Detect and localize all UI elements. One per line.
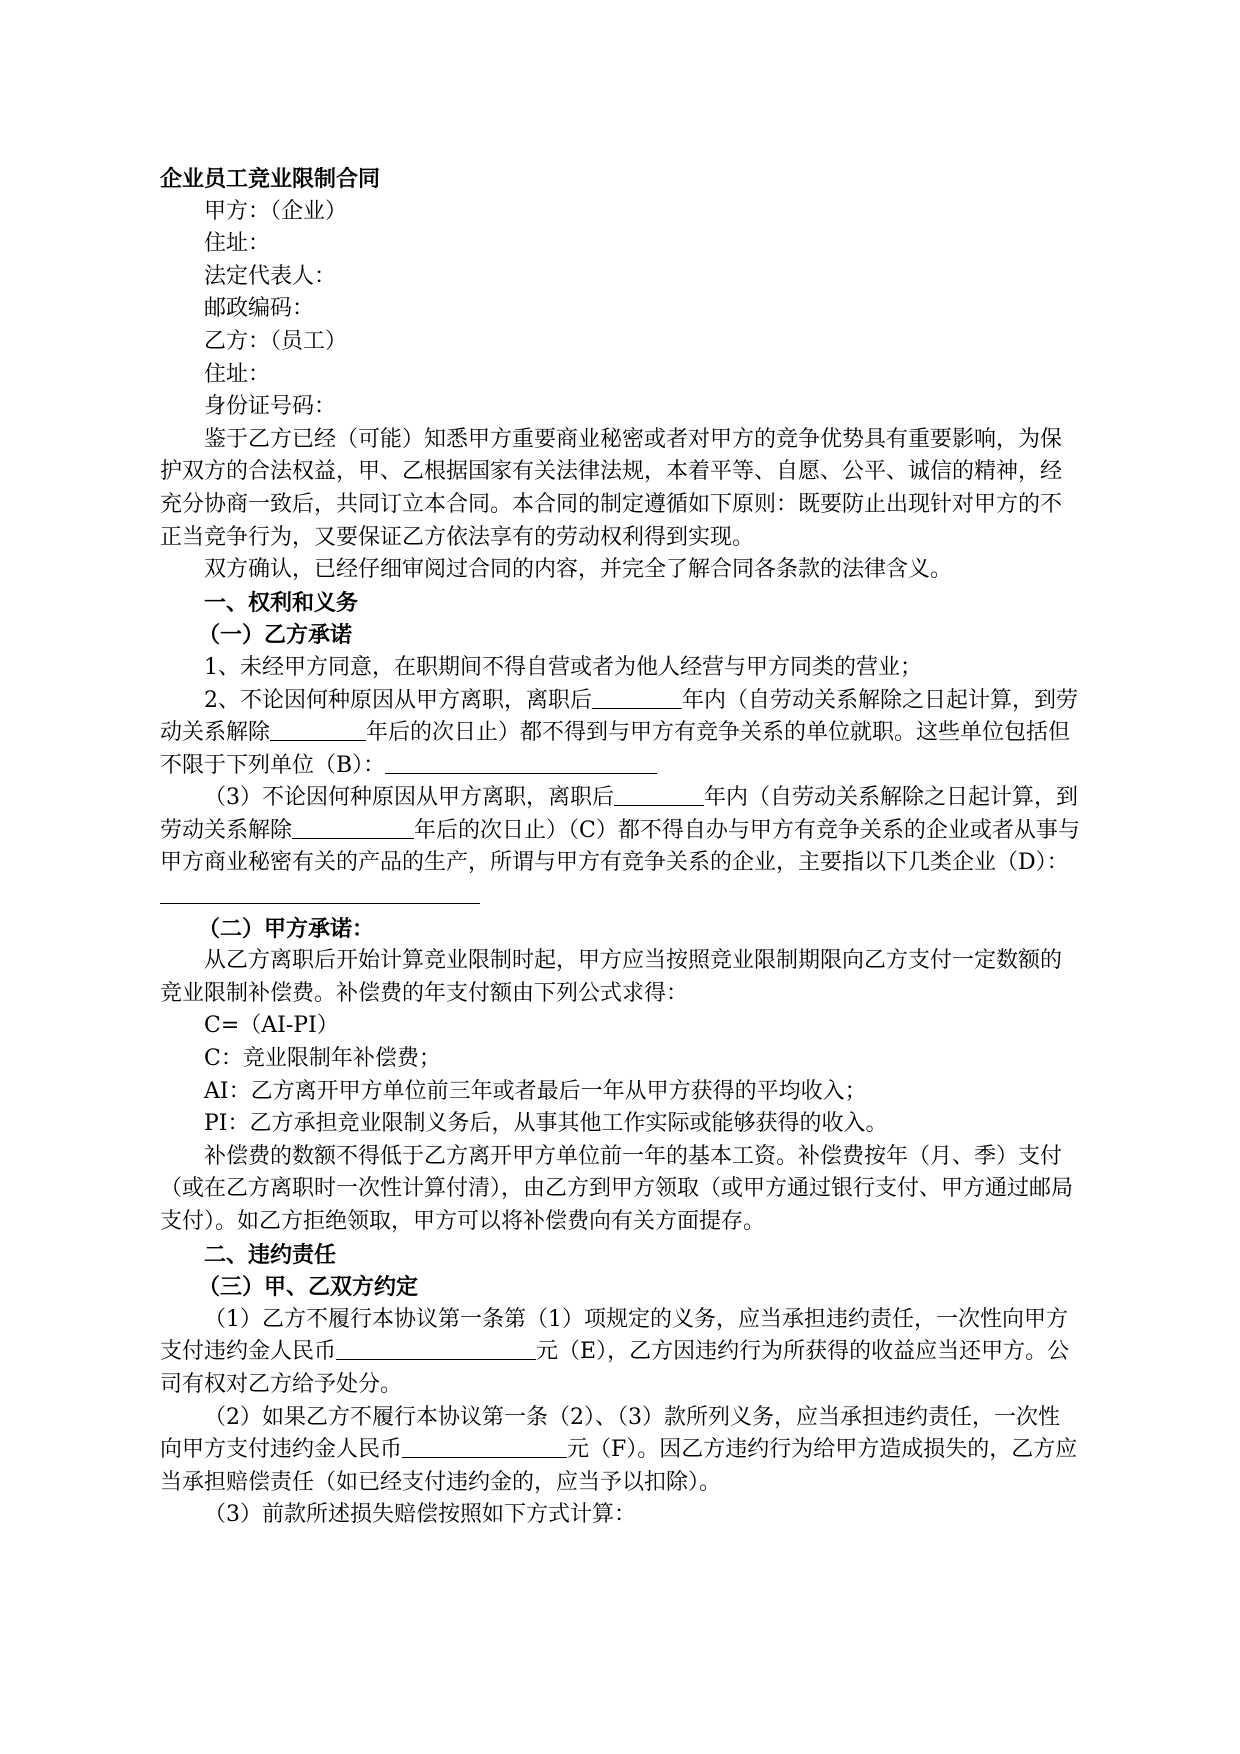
definition-c: C：竞业限制年补偿费； xyxy=(204,1046,441,1072)
blank-line xyxy=(385,751,657,774)
party-a-line: 甲方：（企业） xyxy=(204,198,348,224)
breach-clause-1 xyxy=(160,1304,1080,1402)
contract-page xyxy=(160,163,1080,1532)
compensation-intro: 从乙方离职后开始计算竞业限制时起，甲方应当按照竞业限制期限向乙方支付一定数额的竞业限制补偿费。补偿费的年支付额由下列公式求得： xyxy=(160,948,1063,1006)
subsection-1-heading: （一）乙方承诺 xyxy=(198,622,353,649)
blank-line xyxy=(592,686,682,709)
blank-line xyxy=(292,816,414,839)
blank-line xyxy=(614,783,704,806)
clause-1-3-part-c: 年后的次日止）（C）都不得自办与甲方有竞争关系的企业或者从事与甲方商业秘密有关的产品的生产，所谓与甲方有竞争关系的企业，主要指以下几类企业（D）： xyxy=(160,817,1080,876)
party-b-address-line: 住址： xyxy=(204,361,271,387)
party-b-line: 乙方：（员工） xyxy=(204,328,348,354)
breach-clause-1-part-a: （1）乙方不履行本协议第一条第（1）项规定的义务，应当承担违约责任，一次性向甲方支付违约金人民币 xyxy=(160,1306,1068,1365)
clause-1-2 xyxy=(160,685,1080,783)
subsection-3-heading: （三）甲、乙双方约定 xyxy=(198,1274,419,1301)
clause-1-2-part-a: 2、不论因何种原因从甲方离职，离职后 xyxy=(204,687,592,713)
breach-clause-2-part-a: （2）如果乙方不履行本协议第一条（2）、（3）款所列义务，应当承担违约责任，一次性向甲方支付违约金人民币 xyxy=(160,1404,1060,1463)
definition-ai: AI：乙方离开甲方单位前三年或者最后一年从甲方获得的平均收入； xyxy=(204,1078,867,1104)
preamble-paragraph: 鉴于乙方已经（可能）知悉甲方重要商业秘密或者对甲方的竞争优势具有重要影响，为保护双方的合法权益，甲、乙根据国家有关法律法规，本着平等、自愿、公平、诚信的精神，经充分协商一致后，共同订立本合同。本合同的制定遵循如下原则：既要防止出现针对甲方的不正当竞争行为，又要保证乙方依法享有的劳动权利得到实现。 xyxy=(160,426,1063,550)
definition-pi: PI：乙方承担竞业限制义务后，从事其他工作实际或能够获得的收入。 xyxy=(204,1111,888,1137)
subsection-2-heading: （二）甲方承诺： xyxy=(198,915,375,942)
clause-1-3 xyxy=(160,782,1080,912)
party-a-representative-line: 法定代表人： xyxy=(204,263,337,289)
compensation-formula: C=（AI-PI） xyxy=(204,1013,339,1039)
document-title: 企业员工竞业限制合同 xyxy=(160,166,381,192)
party-a-address-line: 住址： xyxy=(204,231,271,257)
breach-clause-3: （3）前款所述损失赔偿按照如下方式计算： xyxy=(204,1502,636,1528)
clause-1-1: 1、未经甲方同意，在职期间不得自营或者为他人经营与甲方同类的营业； xyxy=(204,654,922,680)
section-1-heading: 一、权利和义务 xyxy=(204,589,359,616)
breach-clause-2-part-b: 元（F）。因乙方违约行为给甲方造成损失的，乙方应当承担赔偿责任（如已经支付违约金的，应当予以扣除）。 xyxy=(160,1437,1078,1495)
blank-line xyxy=(160,881,480,904)
clause-1-2-part-b: 年内（自劳动关系解除之日起计算，到劳动关系解除 xyxy=(160,687,1079,746)
compensation-rule: 补偿费的数额不得低于乙方离开甲方单位前一年的基本工资。补偿费按年（月、季）支付（或在乙方离职时一次性计算付清），由乙方到甲方领取（或甲方通过银行支付、甲方通过邮局支付）。如乙方拒绝领取，甲方可以将补偿费向有关方面提存。 xyxy=(160,1143,1074,1234)
breach-clause-2 xyxy=(160,1402,1080,1500)
section-2-heading: 二、违约责任 xyxy=(204,1241,337,1268)
party-b-id-line: 身份证号码： xyxy=(204,394,337,420)
confirmation-paragraph: 双方确认，已经仔细审阅过合同的内容，并完全了解合同各条款的法律含义。 xyxy=(204,557,953,583)
clause-1-3-part-a: （3）不论因何种原因从甲方离职，离职后 xyxy=(204,785,614,811)
party-a-postcode-line: 邮政编码： xyxy=(204,296,315,322)
blank-line xyxy=(336,1337,536,1360)
breach-clause-1-part-b: 元（E），乙方因违约行为所获得的收益应当还甲方。公司有权对乙方给予处分。 xyxy=(160,1339,1070,1397)
blank-line xyxy=(402,1435,567,1458)
clause-1-3-part-b: 年内（自劳动关系解除之日起计算，到劳动关系解除 xyxy=(160,785,1079,843)
clause-1-2-part-c: 年后的次日止）都不得到与甲方有竞争关系的单位就职。这些单位包括但不限于下列单位（B）： xyxy=(160,720,1071,778)
blank-line xyxy=(270,718,366,741)
